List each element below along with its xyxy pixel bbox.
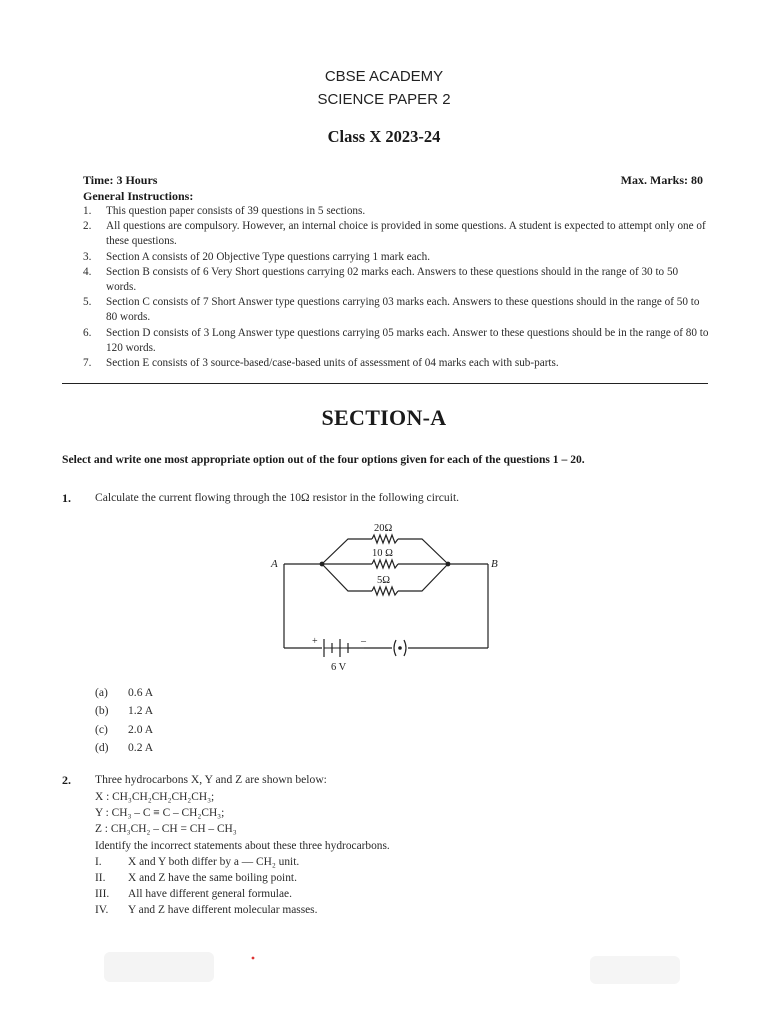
question-2-number: 2.	[62, 773, 71, 787]
option-item	[95, 702, 153, 720]
instruction-text: Section D consists of 3 Long Answer type questions carrying 05 marks each. Answer to these questions should be in the range of 80 to 120 words.	[106, 326, 709, 354]
option-item	[95, 721, 153, 739]
question-1-number: 1.	[62, 491, 71, 505]
formula-z: Z : CH₃CH₂ – CH = CH – CH₃	[95, 823, 237, 836]
time-label: Time: 3 Hours	[83, 173, 158, 187]
option-text: 0.2 A	[128, 741, 154, 755]
option-text: 0.6 A	[128, 686, 154, 699]
instruction-item	[83, 204, 711, 219]
branch-bottom-right	[398, 564, 448, 591]
statement-item	[95, 886, 390, 902]
instructions-list	[83, 204, 711, 371]
question-2-prompt: Identify the incorrect statements about these three hydrocarbons.	[95, 839, 390, 852]
instruction-text: Section B consists of 6 Very Short questions carrying 02 marks each. Answers to these questions should in the range of 30 to 50 words.	[106, 265, 679, 294]
instruction-number: 6.	[83, 326, 92, 339]
instruction-text: Section A consists of 20 Objective Type questions carrying 1 mark each.	[106, 250, 430, 263]
statement-item	[95, 854, 390, 870]
key-bracket-right	[404, 640, 406, 656]
key-plug-dot	[398, 646, 402, 650]
resistor-20-symbol	[372, 535, 398, 543]
question-1-options	[95, 684, 153, 758]
statement-text: X and Y both differ by a — CH₂ unit.	[128, 855, 300, 868]
academy-name: CBSE ACADEMY	[324, 68, 444, 85]
section-divider	[62, 383, 708, 384]
option-label: (a)	[95, 686, 108, 699]
circuit-diagram	[260, 518, 510, 676]
statement-text: All have different general formulae.	[128, 888, 292, 901]
instruction-number: 7.	[83, 357, 92, 370]
show-through-blot	[104, 952, 214, 982]
node-a-label: A	[271, 558, 278, 570]
statement-number: IV.	[95, 904, 109, 917]
instruction-text: Section E consists of 3 source-based/case-based units of assessment of 04 marks each with sub-parts.	[106, 357, 559, 370]
scan-show-through	[100, 944, 700, 994]
question-2-body	[95, 789, 390, 919]
node-a-junction	[320, 562, 325, 567]
statement-text: Y and Z have different molecular masses.	[128, 904, 318, 917]
question-2-text: Three hydrocarbons X, Y and Z are shown below:	[95, 773, 327, 786]
node-b-junction	[446, 562, 451, 567]
node-b-label: B	[491, 558, 498, 570]
option-text: 2.0 A	[128, 722, 154, 736]
branch-top-right	[398, 539, 448, 564]
option-text: 1.2 A	[128, 704, 154, 718]
resistor-10-label: 10 Ω	[372, 548, 393, 559]
battery-plus-label: +	[312, 636, 318, 647]
max-marks-label: Max. Marks: 80	[620, 173, 703, 187]
instruction-item	[83, 295, 711, 325]
option-label: (d)	[95, 741, 109, 755]
instruction-text: This question paper consists of 39 questions in 5 sections.	[106, 205, 366, 217]
instruction-item	[83, 265, 711, 295]
instruction-number: 2.	[83, 220, 92, 233]
option-item	[95, 684, 153, 702]
section-directive: Select and write one most appropriate option out of the four options given for each of the questions 1 – 20.	[62, 453, 585, 466]
branch-top-left	[322, 539, 372, 564]
option-item	[95, 739, 153, 757]
instruction-number: 4.	[83, 265, 92, 278]
branch-bottom-left	[322, 564, 372, 591]
show-through-blot	[590, 956, 680, 984]
instruction-text: Section C consists of 7 Short Answer type questions carrying 03 marks each. Answers to these questions should in the range of 50 to 80 words.	[106, 296, 700, 324]
battery-minus-label: –	[361, 636, 366, 647]
resistor-5-label: 5Ω	[377, 575, 391, 586]
red-speck	[252, 957, 255, 960]
paper-title: SCIENCE PAPER 2	[317, 91, 451, 108]
statement-text: X and Z have the same boiling point.	[128, 872, 297, 885]
class-title: Class X 2023-24	[327, 127, 441, 146]
instruction-item	[83, 219, 711, 249]
statement-number: II.	[95, 872, 106, 885]
key-bracket-left	[394, 640, 396, 656]
resistor-10-symbol	[372, 560, 398, 568]
instruction-item	[83, 326, 711, 356]
instruction-text: All questions are compulsory. However, an internal choice is provided in some questions. A student is expected to attempt only one of these questions.	[106, 220, 706, 248]
statement-number: I.	[95, 855, 102, 868]
instruction-item	[83, 356, 711, 371]
statement-list	[95, 854, 390, 919]
option-label: (b)	[95, 704, 109, 718]
statement-number: III.	[95, 888, 110, 901]
question-1-text: Calculate the current flowing through the 10Ω resistor in the following circuit.	[95, 491, 460, 504]
resistor-20-label: 20Ω	[374, 523, 393, 534]
instruction-number: 5.	[83, 296, 92, 309]
formula-y: Y : CH₃ – C ≡ C – CH₂CH₃;	[95, 807, 225, 820]
instruction-item	[83, 250, 711, 265]
instruction-number: 1.	[83, 205, 92, 217]
instruction-number: 3.	[83, 250, 92, 263]
resistor-5-symbol	[372, 587, 398, 595]
instructions-heading: General Instructions:	[83, 189, 194, 203]
statement-item	[95, 902, 390, 918]
statement-item	[95, 870, 390, 886]
section-title: SECTION-A	[321, 405, 447, 430]
battery-voltage-label: 6 V	[331, 662, 347, 673]
option-label: (c)	[95, 722, 108, 736]
formula-x: X : CH₃CH₂CH₂CH₂CH₃;	[95, 791, 215, 803]
